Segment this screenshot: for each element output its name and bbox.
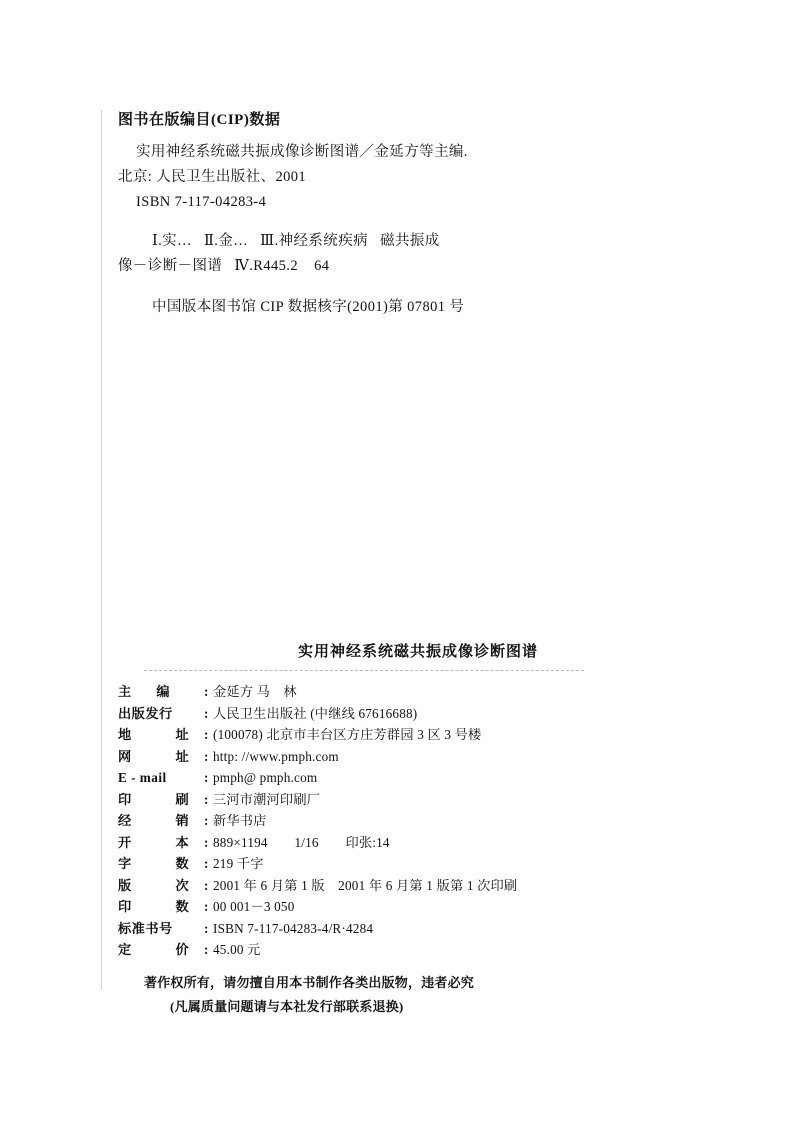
cip-block [118,108,678,320]
colophon-row [118,810,678,832]
colophon-colon: : [204,727,209,742]
cip-line-classification-2: 像－诊断－图谱 Ⅳ.R445.2 64 [118,258,330,274]
colophon-value: 人民卫生出版社 (中继线 67616688) [213,705,418,721]
colophon-block [118,640,678,1017]
colophon-key: 主 编 [118,684,176,699]
colophon-value: ISBN 7-117-04283-4/R·4284 [213,920,374,936]
colophon-row [118,853,678,875]
colophon-row [118,832,678,854]
colophon-colon: : [204,856,209,871]
copyright-notice-line-2: (凡属质量问题请与本社发行部联系退换) [170,998,404,1014]
cip-heading: 图书在版编目(CIP)数据 [118,112,281,128]
colophon-colon: : [204,770,209,785]
colophon-key: 出版发行 [118,705,173,721]
colophon-colon: : [204,791,209,807]
colophon-value: 889×1194 1/16 印张:14 [213,834,390,850]
colophon-value: 45.00 元 [213,942,261,957]
colophon-value: 金延方 马 林 [213,684,297,699]
colophon-row [118,724,678,746]
colophon-key: 开 本 [118,834,195,850]
colophon-value: 三河市潮河印刷厂 [213,791,321,807]
colophon-key: 定 价 [118,942,195,957]
colophon-value: http: //www.pmph.com [213,748,339,764]
colophon-key: 地 址 [118,727,195,742]
colophon-value: 2001 年 6 月第 1 版 2001 年 6 月第 1 版第 1 次印刷 [213,877,518,893]
scan-artifact-line [101,110,102,990]
colophon-key: 印 数 [118,899,195,914]
colophon-row [118,703,678,725]
colophon-colon: : [204,813,209,828]
colophon-key: 字 数 [118,856,195,871]
colophon-key: 印 刷 [118,791,195,807]
cip-line-isbn: ISBN 7-117-04283-4 [136,194,267,210]
divider [144,670,584,671]
cip-line-title: 实用神经系统磁共振成像诊断图谱／金延方等主编. [136,144,468,160]
colophon-value: (100078) 北京市丰台区方庄芳群园 3 区 3 号楼 [213,727,482,742]
colophon-colon: : [204,942,209,957]
colophon-value: pmph@ pmph.com [213,770,318,785]
colophon-row [118,918,678,940]
colophon-colon: : [204,834,209,850]
colophon-row [118,746,678,768]
colophon-value: 219 千字 [213,856,264,871]
colophon-row [118,896,678,918]
colophon-colon: : [204,705,209,721]
colophon-key: 经 销 [118,813,195,828]
colophon-colon: : [204,899,209,914]
colophon-key: E - mail [118,770,167,785]
colophon-row [118,681,678,703]
colophon-row [118,767,678,789]
colophon-row [118,939,678,961]
colophon-colon: : [204,877,209,893]
colophon-colon: : [204,684,209,699]
colophon-colon: : [204,748,209,764]
colophon-title: 实用神经系统磁共振成像诊断图谱 [297,644,538,660]
colophon-key: 标准书号 [118,920,173,936]
cip-line-registry: 中国版本图书馆 CIP 数据核字(2001)第 07801 号 [152,299,465,315]
colophon-value: 新华书店 [213,813,267,828]
copyright-notice-line-1: 著作权所有，请勿擅自用本书制作各类出版物，违者必究 [144,974,475,990]
colophon-key: 版 次 [118,877,195,893]
cip-line-classification-1: Ⅰ.实… Ⅱ.金… Ⅲ.神经系统疾病 磁共振成 [152,233,440,249]
copyright-notice [118,972,678,1017]
colophon-key: 网 址 [118,748,195,764]
colophon-row [118,875,678,897]
colophon-value: 00 001－3 050 [213,899,295,914]
cip-line-publisher: 北京: 人民卫生出版社、2001 [118,169,307,185]
colophon-colon: : [204,920,209,936]
colophon-row [118,789,678,811]
